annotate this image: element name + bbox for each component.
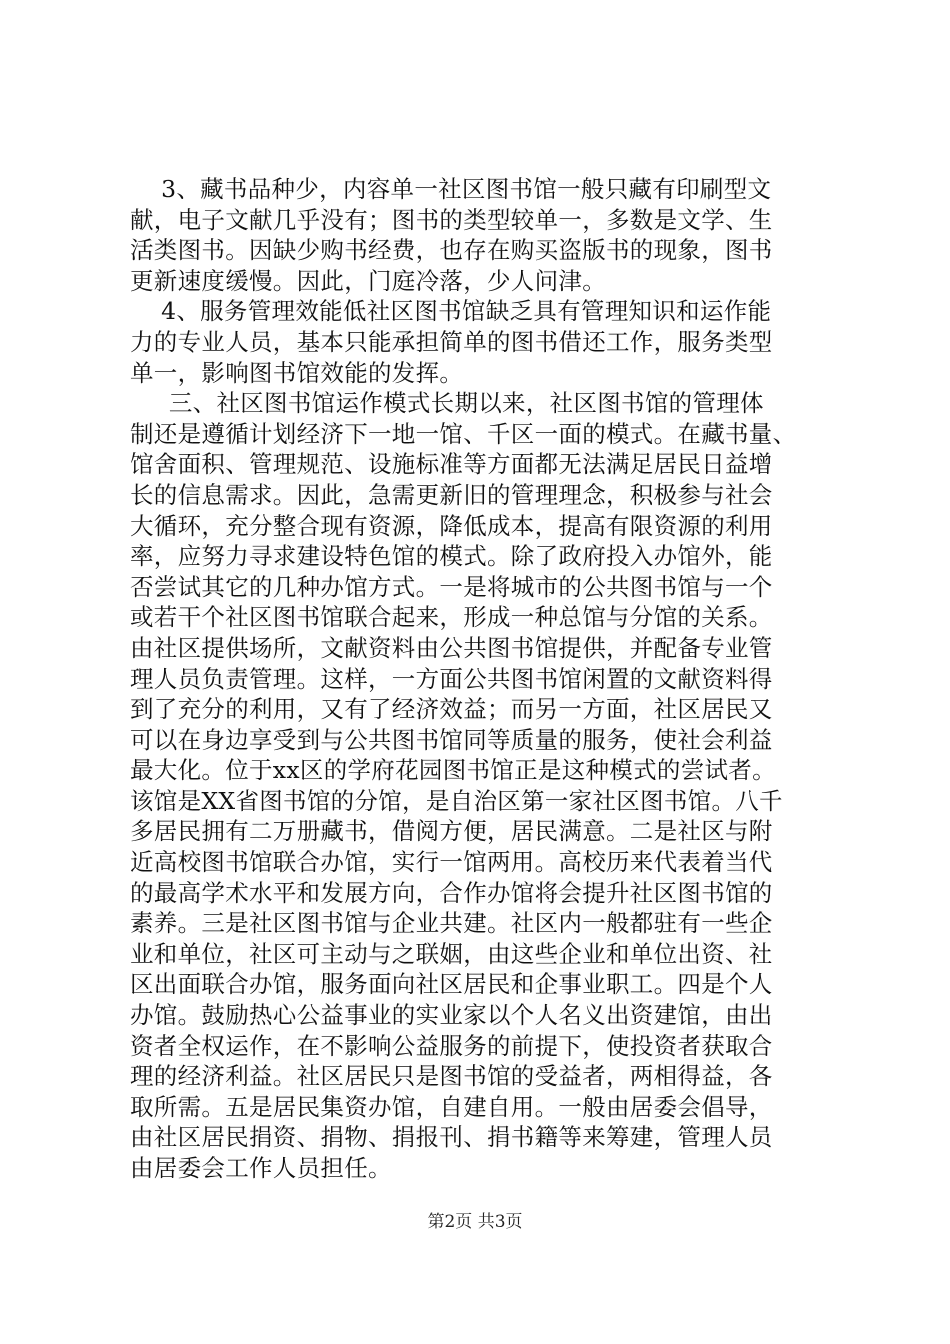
text-line: 多居民拥有二万册藏书，借阅方便，居民满意。二是社区与附 — [130, 817, 773, 846]
text-line: 该馆是XX省图书馆的分馆，是自治区第一家社区图书馆。八千 — [130, 786, 783, 815]
text-line: 办馆。鼓励热心公益事业的实业家以个人名义出资建馆，由出 — [130, 1001, 773, 1030]
text-line: 业和单位，社区可主动与之联姻，由这些企业和单位出资、社 — [130, 939, 773, 968]
text-line: 或若干个社区图书馆联合起来，形成一种总馆与分馆的关系。 — [130, 603, 773, 632]
text-line: 理人员负责管理。这样，一方面公共图书馆闲置的文献资料得 — [130, 664, 773, 693]
text-line: 由社区居民捐资、捐物、捐报刊、捐书籍等来筹建，管理人员 — [130, 1123, 773, 1152]
text-line: 制还是遵循计划经济下一地一馆、千区一面的模式。在藏书量、 — [130, 419, 797, 448]
text-line: 理的经济利益。社区居民只是图书馆的受益者，两相得益，各 — [130, 1062, 773, 1091]
page-footer: 第2页 共3页 — [427, 1212, 523, 1232]
text-line: 的最高学术水平和发展方向，合作办馆将会提升社区图书馆的 — [130, 878, 773, 907]
text-line: 单一，影响图书馆效能的发挥。 — [130, 358, 464, 387]
text-line: 献，电子文献几乎没有；图书的类型较单一，多数是文学、生 — [130, 205, 773, 234]
text-line: 资者全权运作，在不影响公益服务的前提下，使投资者获取合 — [130, 1031, 773, 1060]
text-line: 力的专业人员，基本只能承担简单的图书借还工作，服务类型 — [130, 327, 773, 356]
text-line: 可以在身边享受到与公共图书馆同等质量的服务，使社会利益 — [130, 725, 773, 754]
text-line: 否尝试其它的几种办馆方式。一是将城市的公共图书馆与一个 — [130, 572, 773, 601]
text-line: 率，应努力寻求建设特色馆的模式。除了政府投入办馆外，能 — [130, 542, 773, 571]
text-line: 更新速度缓慢。因此，门庭冷落，少人问津。 — [130, 266, 606, 295]
text-line: 大循环，充分整合现有资源，降低成本，提高有限资源的利用 — [130, 511, 773, 540]
document-body — [130, 174, 830, 1184]
text-line: 长的信息需求。因此，急需更新旧的管理理念，积极参与社会 — [130, 480, 773, 509]
text-line: 三、社区图书馆运作模式长期以来，社区图书馆的管理体 — [130, 389, 764, 418]
text-line: 馆舍面积、管理规范、设施标准等方面都无法满足居民日益增 — [130, 450, 773, 479]
text-line: 4、服务管理效能低社区图书馆缺乏具有管理知识和运作能 — [130, 297, 772, 326]
text-line: 近高校图书馆联合办馆，实行一馆两用。高校历来代表着当代 — [130, 848, 773, 877]
text-line: 取所需。五是居民集资办馆，自建自用。一般由居委会倡导， — [130, 1092, 773, 1121]
text-line: 最大化。位于xx区的学府花园图书馆正是这种模式的尝试者。 — [130, 756, 776, 785]
text-line: 3、藏书品种少，内容单一社区图书馆一般只藏有印刷型文 — [130, 175, 772, 203]
text-line: 区出面联合办馆，服务面向社区居民和企事业职工。四是个人 — [130, 970, 773, 999]
text-line: 由社区提供场所，文献资料由公共图书馆提供，并配备专业管 — [130, 633, 773, 662]
text-line: 活类图书。因缺少购书经费，也存在购买盗版书的现象，图书 — [130, 236, 773, 265]
text-line: 由居委会工作人员担任。 — [130, 1154, 392, 1182]
text-line: 到了充分的利用，又有了经济效益；而另一方面，社区居民又 — [130, 695, 773, 724]
text-line: 素养。三是社区图书馆与企业共建。社区内一般都驻有一些企 — [130, 909, 773, 938]
